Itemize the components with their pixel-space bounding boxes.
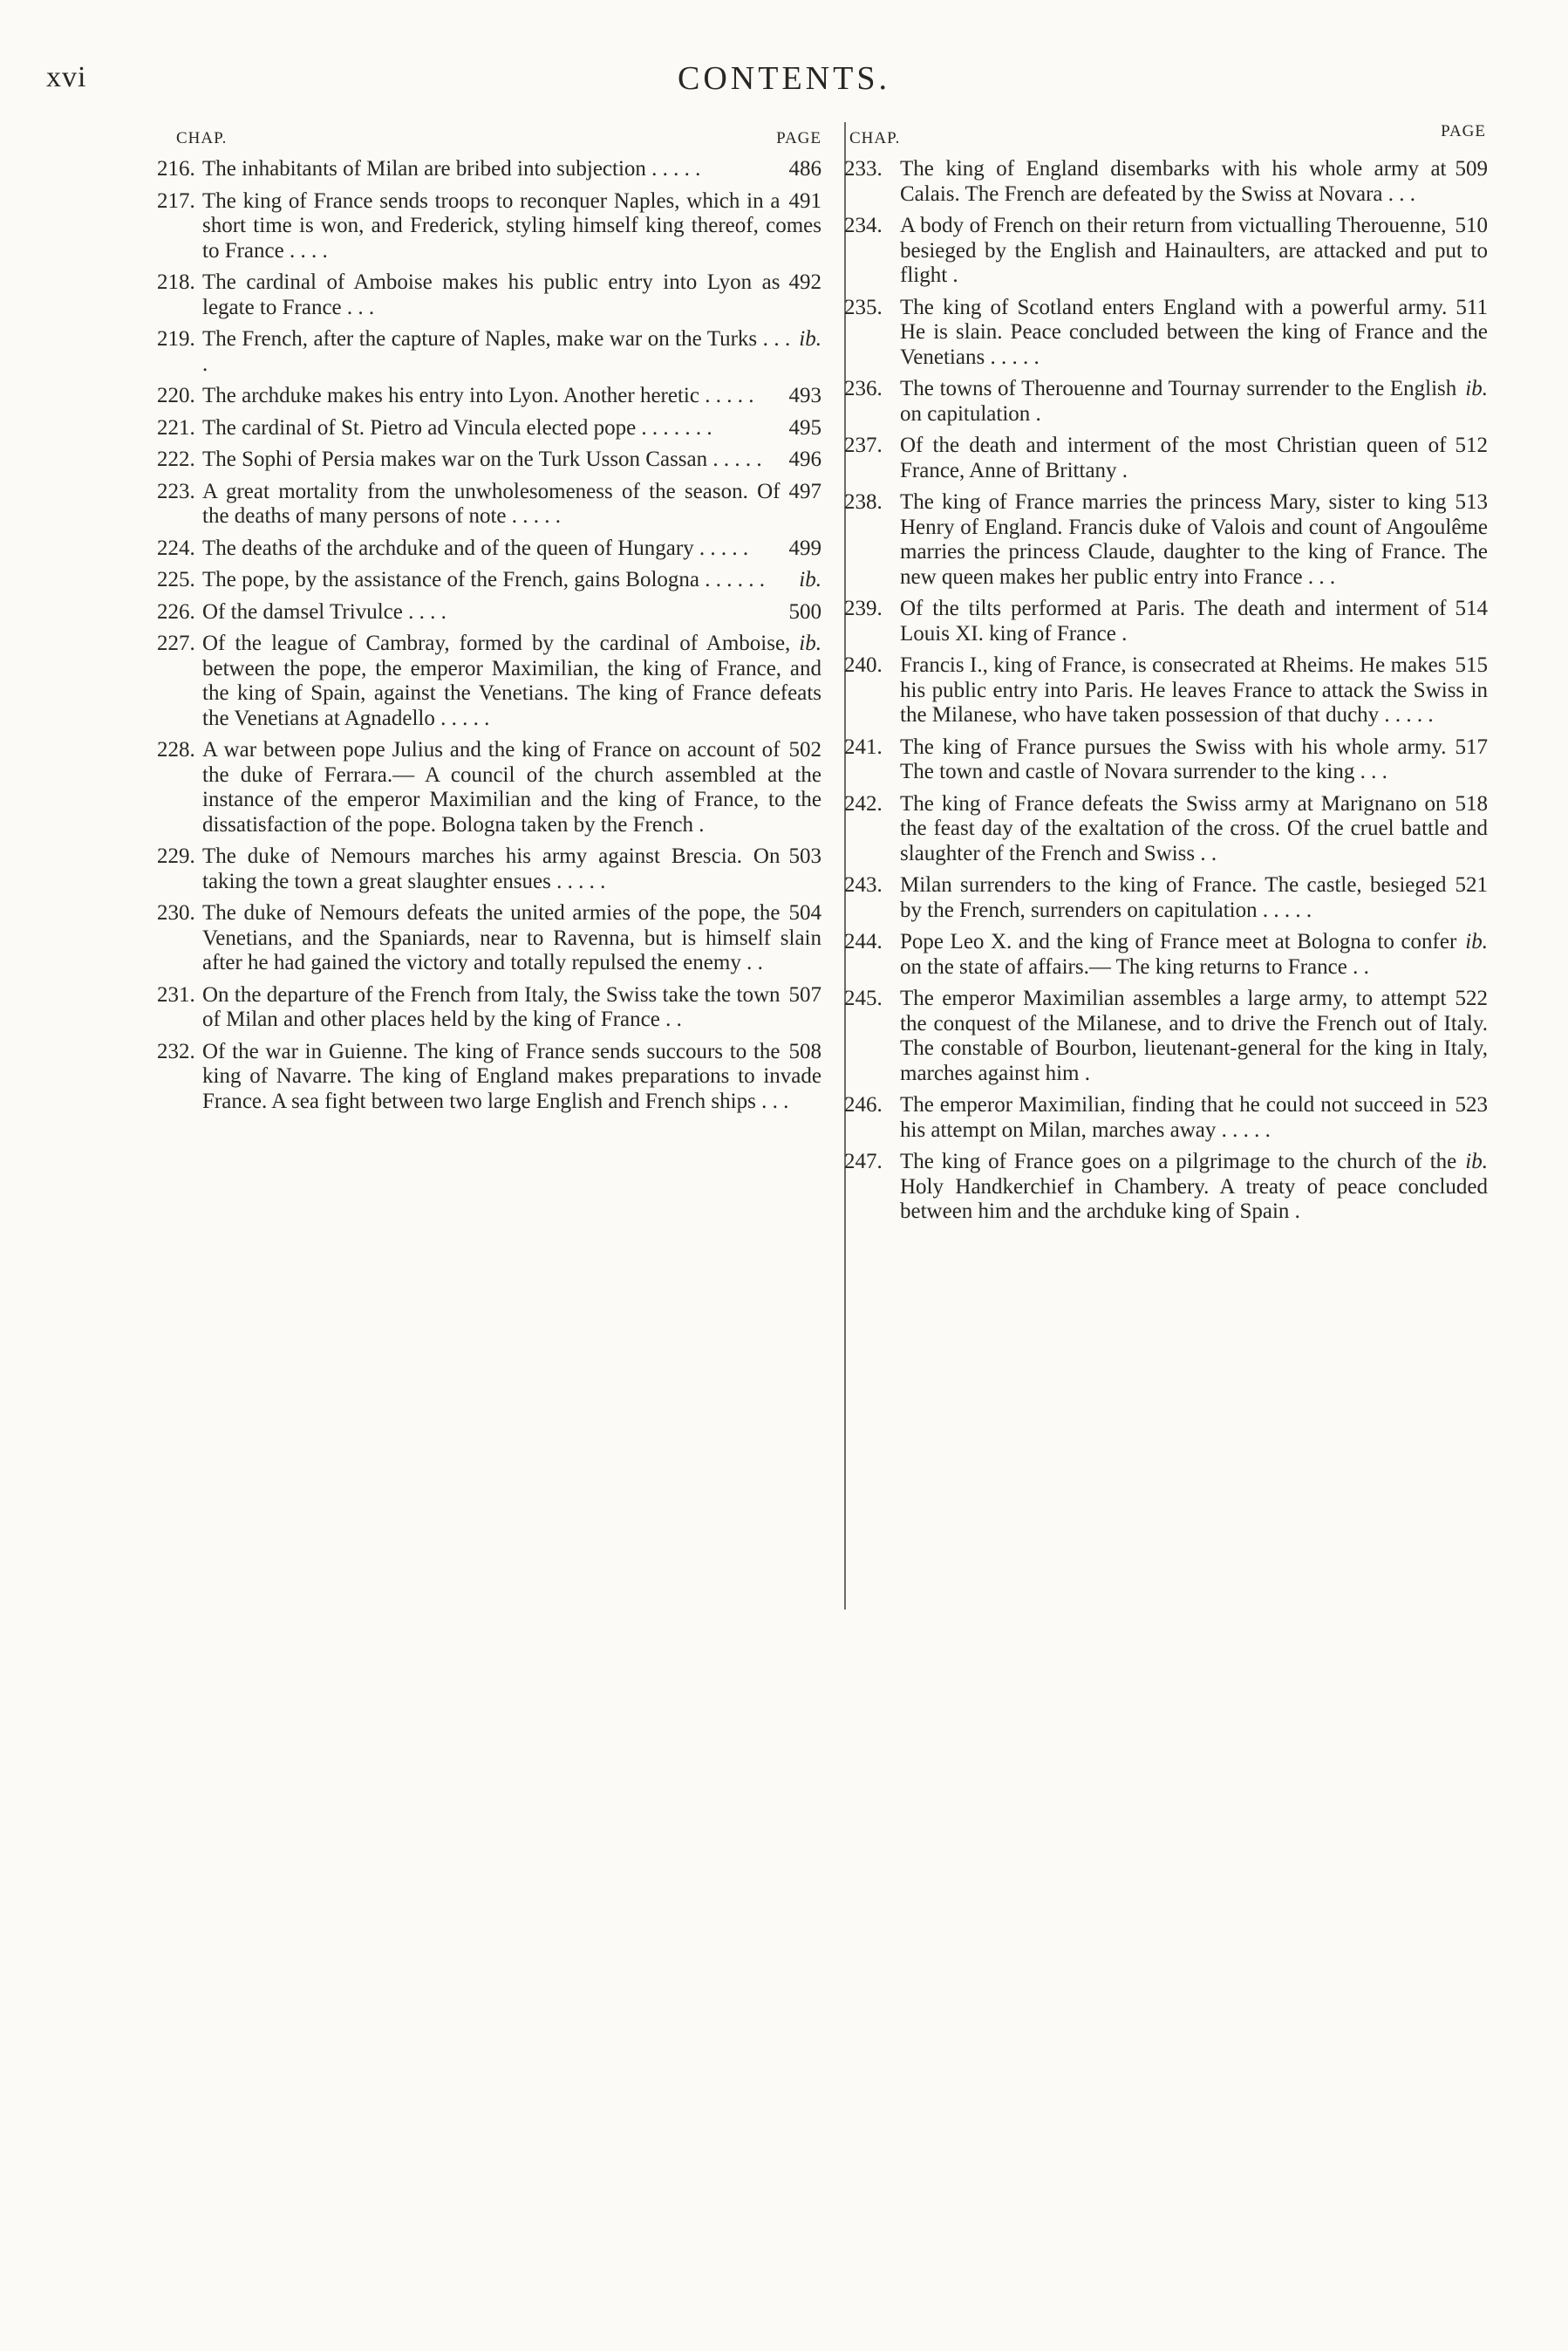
entry-body — [844, 296, 1488, 371]
chapter-number: 239. — [844, 597, 883, 620]
page-label: PAGE — [1441, 122, 1486, 140]
page-number: 502 — [788, 738, 821, 762]
entry-body — [844, 597, 1488, 646]
contents-entry — [157, 600, 821, 625]
chapter-number: 222. — [157, 448, 195, 471]
chapter-summary: The king of France marries the princess Mary, sister to king Henry of England. Francis duke of Valois and count of Angoulême marries the princess Claude, daughter to the king of France. The new queen makes her public entry into France . . . — [900, 490, 1488, 589]
page-number: ib. — [799, 568, 821, 591]
chapter-summary: Of the league of Cambray, formed by the cardinal of Amboise, between the pope, the emperor Maximilian, the king of France, and the king of Spain, against the Venetians. The king of France defeats the Venetians at Agnadello . . . . . — [202, 632, 821, 730]
entry-body — [157, 568, 821, 593]
contents-entry — [157, 1040, 821, 1115]
chapter-number: 224. — [157, 536, 195, 560]
chapter-number: 241. — [844, 735, 883, 759]
contents-entry — [844, 792, 1488, 867]
chapter-number: 221. — [157, 415, 195, 440]
chapter-summary: The king of Scotland enters England with a powerful army. He is slain. Peace concluded between the king of France and the Venetians . . . . . — [900, 295, 1488, 369]
chapter-summary: The emperor Maximilian, finding that he could not succeed in his attempt on Milan, marches away . . . . . — [900, 1093, 1447, 1142]
chapter-summary: Milan surrenders to the king of France. The castle, besieged by the French, surrenders on capitulation . . . . . — [900, 873, 1447, 922]
contents-entry — [844, 377, 1488, 427]
page-title: CONTENTS. — [678, 60, 890, 97]
chapter-number: 227. — [157, 632, 195, 655]
entry-body — [844, 377, 1488, 427]
entry-body — [844, 1093, 1488, 1143]
page-number: 491 — [788, 188, 821, 213]
chapter-summary: The inhabitants of Milan are bribed into subjection . . . . . — [202, 157, 701, 181]
contents-column-right — [844, 122, 1488, 1232]
entry-body — [844, 873, 1488, 923]
chapter-summary: The deaths of the archduke and of the queen of Hungary . . . . . — [202, 536, 749, 560]
chapter-summary: Of the death and interment of the most Christian queen of France, Anne of Brittany . — [900, 434, 1447, 482]
chapter-number: 218. — [157, 270, 195, 294]
page-number: 522 — [1455, 987, 1488, 1010]
chapter-summary: A great mortality from the unwholesomeness of the season. Of the deaths of many persons of note . . . . . — [202, 479, 781, 528]
entry-body — [157, 448, 821, 473]
chapter-summary: The cardinal of St. Pietro ad Vincula elected pope . . . . . . . — [202, 415, 712, 440]
chapter-number: 244. — [844, 930, 883, 953]
contents-entry — [157, 416, 821, 441]
entry-body — [157, 189, 821, 264]
page-number: 517 — [1455, 735, 1488, 759]
chapter-number: 216. — [157, 157, 195, 181]
entry-body — [157, 844, 821, 894]
chapter-summary: The archduke makes his entry into Lyon. Another heretic . . . . . — [202, 384, 754, 407]
chapter-summary: A body of French on their return from victualling Therouenne, besieged by the English and Hainaulters, are attacked and put to flight . — [900, 214, 1488, 287]
page-number: 492 — [788, 270, 821, 294]
contents-entry — [844, 735, 1488, 785]
folio: xvi — [46, 61, 87, 93]
contents-entry — [157, 568, 821, 593]
chapter-summary: Of the tilts performed at Paris. The death and interment of Louis XI. king of France . — [900, 597, 1447, 646]
contents-entry — [157, 901, 821, 976]
contents-entry — [157, 536, 821, 562]
page-number: 507 — [788, 982, 821, 1007]
chapter-summary: On the departure of the French from Italy, the Swiss take the town of Milan and other places held by the king of France . . — [202, 982, 781, 1031]
chapter-number: 238. — [844, 490, 883, 514]
page-number: ib. — [799, 327, 821, 351]
page-number: 503 — [788, 844, 821, 868]
contents-entry — [844, 296, 1488, 371]
chapter-summary: The duke of Nemours marches his army against Brescia. On taking the town a great slaughter ensues . . . . . — [202, 844, 781, 893]
contents-entry — [844, 930, 1488, 980]
entry-body — [157, 632, 821, 731]
entry-body — [157, 416, 821, 441]
contents-column-left — [157, 129, 821, 1121]
chapter-number: 242. — [844, 791, 883, 816]
chapter-number: 225. — [157, 568, 195, 591]
column-header-left — [157, 129, 821, 157]
entry-body — [844, 735, 1488, 785]
page-number: 512 — [1455, 434, 1488, 457]
page-number: 496 — [788, 448, 821, 471]
page-number: ib. — [1465, 377, 1488, 400]
entry-body — [157, 600, 821, 625]
contents-entry — [844, 987, 1488, 1086]
contents-entry — [157, 384, 821, 409]
chapter-summary: The king of France sends troops to reconquer Naples, which in a short time is won, and Frederick, styling himself king thereof, comes to France . . . . — [202, 188, 821, 263]
page-number: 515 — [1455, 653, 1488, 677]
contents-entry — [157, 157, 821, 182]
page-number: 493 — [788, 384, 821, 407]
chapter-summary: The king of France defeats the Swiss army at Marignano on the feast day of the exaltation of the cross. Of the cruel battle and slaughter of the French and Swiss . . — [900, 791, 1488, 865]
page-number: 499 — [788, 536, 821, 560]
page-number: 521 — [1455, 873, 1488, 897]
chapter-summary: The pope, by the assistance of the French, gains Bologna . . . . . . — [202, 568, 765, 591]
chapter-summary: Of the damsel Trivulce . . . . — [202, 599, 447, 624]
contents-entry — [157, 270, 821, 320]
page-number: ib. — [799, 632, 821, 655]
chapter-summary: The king of France goes on a pilgrimage to the church of the Holy Handkerchief in Chambery. A treaty of peace concluded between him and the archduke king of Spain . — [900, 1150, 1488, 1223]
page-number: 508 — [788, 1039, 821, 1063]
contents-entry — [844, 490, 1488, 590]
chapter-summary: The towns of Therouenne and Tournay surrender to the English on capitulation . — [900, 377, 1457, 426]
entry-body — [157, 901, 821, 976]
chapter-summary: The king of France pursues the Swiss with his whole army. The town and castle of Novara surrender to the king . . . — [900, 735, 1447, 783]
entry-body — [844, 214, 1488, 289]
entry-body — [157, 983, 821, 1033]
contents-entry — [157, 480, 821, 530]
page-number: 514 — [1455, 597, 1488, 620]
chapter-summary: The French, after the capture of Naples, make war on the Turks . . . . — [202, 327, 791, 376]
contents-entry — [157, 448, 821, 473]
chapter-number: 236. — [844, 377, 883, 400]
page-number: 509 — [1455, 157, 1488, 181]
page-label: PAGE — [776, 129, 821, 147]
entry-body — [157, 157, 821, 182]
page-number: 495 — [788, 415, 821, 440]
entry-body — [844, 1150, 1488, 1225]
page-number: 510 — [1455, 214, 1488, 237]
page-number: 497 — [788, 479, 821, 503]
chapter-number: 220. — [157, 384, 195, 407]
chapter-number: 234. — [844, 214, 883, 237]
contents-entry — [157, 844, 821, 894]
chapter-number: 230. — [157, 901, 195, 925]
contents-entry — [157, 189, 821, 264]
chapter-summary: Of the war in Guienne. The king of France sends succours to the king of Navarre. The king of England makes preparations to invade France. A sea fight between two large English and French ships . . . — [202, 1039, 821, 1113]
chapter-number: 223. — [157, 479, 195, 503]
page-number: 513 — [1455, 490, 1488, 514]
entry-body — [157, 738, 821, 837]
page-number: 511 — [1456, 295, 1488, 319]
entry-body — [157, 384, 821, 409]
contents-entry — [844, 653, 1488, 728]
chapter-number: 245. — [844, 987, 883, 1010]
entry-body — [844, 987, 1488, 1086]
chapter-number: 231. — [157, 982, 195, 1007]
entry-body — [844, 930, 1488, 980]
chapter-number: 217. — [157, 188, 195, 213]
page-number: 504 — [788, 901, 821, 925]
contents-entry — [157, 738, 821, 837]
contents-entry — [844, 214, 1488, 289]
chapter-number: 232. — [157, 1039, 195, 1063]
chapter-number: 247. — [844, 1150, 883, 1173]
page-number: 518 — [1455, 791, 1488, 816]
chapter-summary: The Sophi of Persia makes war on the Turk Usson Cassan . . . . . — [202, 448, 762, 471]
contents-entry — [157, 983, 821, 1033]
chapter-number: 237. — [844, 434, 883, 457]
chapter-number: 235. — [844, 295, 883, 319]
contents-entry — [157, 327, 821, 377]
chap-label: CHAP. — [849, 129, 901, 147]
chapter-summary: The cardinal of Amboise makes his public entry into Lyon as legate to France . . . — [202, 270, 781, 319]
contents-list-right — [844, 157, 1488, 1225]
chapter-summary: The duke of Nemours defeats the united armies of the pope, the Venetians, and the Spaniards, near to Ravenna, but is himself slain after he had gained the victory and totally repulsed the enemy . . — [202, 901, 821, 974]
entry-body — [844, 157, 1488, 207]
entry-body — [844, 434, 1488, 483]
page-number: 500 — [788, 599, 821, 624]
chapter-number: 228. — [157, 738, 195, 762]
contents-entry — [844, 157, 1488, 207]
chapter-number: 243. — [844, 873, 883, 897]
chapter-number: 226. — [157, 599, 195, 624]
column-header-right — [844, 122, 1488, 157]
chapter-number: 229. — [157, 844, 195, 868]
chapter-number: 246. — [844, 1093, 883, 1117]
chapter-summary: The king of England disembarks with his whole army at Calais. The French are defeated by the Swiss at Novara . . . — [900, 157, 1447, 206]
page-number: ib. — [1465, 930, 1488, 953]
contents-entry — [844, 434, 1488, 483]
contents-entry — [844, 1150, 1488, 1225]
chapter-summary: A war between pope Julius and the king of France on account of the duke of Ferrara.— A council of the church assembled at the instance of the emperor Maximilian and the king of France, to the dissatisfaction of the pope. Bologna taken by the French . — [202, 738, 821, 837]
entry-body — [844, 653, 1488, 728]
contents-entry — [844, 873, 1488, 923]
chapter-number: 233. — [844, 157, 883, 181]
entry-body — [157, 327, 821, 377]
chapter-summary: Pope Leo X. and the king of France meet at Bologna to confer on the state of affairs.— The king returns to France . . — [900, 930, 1457, 979]
contents-list-left — [157, 157, 821, 1114]
entry-body — [157, 1040, 821, 1115]
entry-body — [844, 490, 1488, 590]
entry-body — [157, 536, 821, 562]
entry-body — [157, 270, 821, 320]
page-number: ib. — [1465, 1150, 1488, 1173]
chapter-summary: Francis I., king of France, is consecrated at Rheims. He makes his public entry into Paris. He leaves France to attack the Swiss in the Milanese, who have taken possession of that duchy . . . . . — [900, 653, 1488, 727]
chapter-number: 240. — [844, 653, 883, 677]
page-number: 523 — [1455, 1093, 1488, 1117]
contents-entry — [157, 632, 821, 731]
page-number: 486 — [788, 157, 821, 181]
entry-body — [844, 792, 1488, 867]
contents-entry — [844, 597, 1488, 646]
entry-body — [157, 480, 821, 530]
chapter-summary: The emperor Maximilian assembles a large army, to attempt the conquest of the Milanese, and to drive the French out of Italy. The constable of Bourbon, lieutenant-general for the king in Italy, marches against him . — [900, 987, 1488, 1085]
contents-entry — [844, 1093, 1488, 1143]
chap-label: CHAP. — [176, 129, 228, 147]
chapter-number: 219. — [157, 327, 195, 351]
